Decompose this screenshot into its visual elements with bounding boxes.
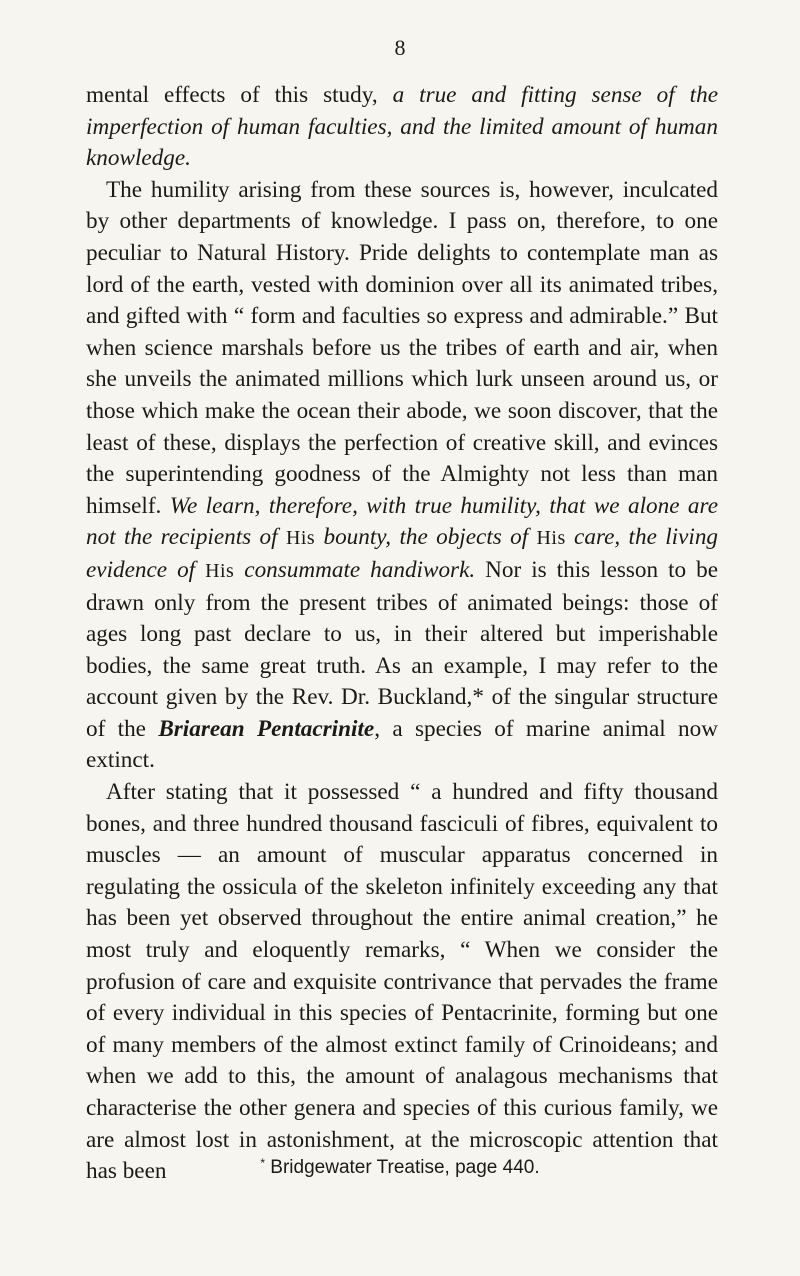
text-run: mental effects of this study, [86, 82, 393, 108]
text-run: Briarean Pentacrinite [158, 715, 375, 742]
paragraph-1 [86, 80, 718, 175]
text-run: care, the living evidence of [86, 524, 719, 583]
footnote-text: Bridgewater Treatise, page 440. [270, 1157, 540, 1178]
text-run: Nor is this lesson to be drawn only from the present tribes of animated beings: those of ages long past declare to us, in their altered but imperishable bodies, the same great truth. As an example, I may refer to the account given by the Rev. Dr. Buckland,* of the singular structure of the [86, 556, 718, 742]
text-run: We learn, therefore, with true humility, that we alone are not the recipients of [86, 492, 718, 551]
footnote-marker: * [260, 1156, 266, 1170]
page-number: 8 [394, 35, 406, 60]
text-run: bounty, the objects of [315, 524, 537, 551]
text-run: His [205, 559, 235, 582]
paragraph-2 [86, 175, 718, 777]
paragraph-3 [86, 777, 718, 1188]
text-run: a true and fitting sense of the imperfection of human faculties, and the limited amount of human knowledge. [86, 82, 718, 172]
text-run: The humility arising from these sources is, however, inculcated by other departments of knowledge. I pass on, therefore, to one peculiar to Natural History. Pride delights to contemplate man as lord of the earth, vested with dominion over all its animated tribes, and gifted with “ form and faculties so express and admirable.” But when science marshals before us the tribes of earth and air, when she unveils the animated millions which lurk unseen around us, or those which make the ocean their abode, we soon discover, that the least of these, displays the perfection of creative skill, and evinces the superintending goodness of the Almighty not less than man himself. [86, 176, 718, 519]
text-run: After stating that it possessed “ a hundred and fifty thousand bones, and three hundred thousand fasciculi of fibres, equivalent to muscles — an amount of muscular apparatus concerned in regulating the ossicula of the skeleton infinitely exceeding any that has been yet observed throughout the entire animal creation,” he most truly and eloquently remarks, “ When we consider the profusion of care and exquisite contrivance that pervades the frame of every individual in this species of Pentacrinite, forming but one of many members of the almost extinct family of Crinoideans; and when we add to this, the amount of analagous mechanisms that characterise the other genera and species of this curious family, we are almost lost in astonishment, at the microscopic attention that has been [86, 779, 718, 1185]
body-text [86, 80, 718, 1188]
text-run: His [285, 527, 316, 550]
footnote [0, 1156, 800, 1179]
text-run: , a species of marine animal now extinct. [86, 715, 718, 774]
text-run: consummate handiwork. [234, 556, 476, 583]
text-run: His [536, 527, 566, 550]
